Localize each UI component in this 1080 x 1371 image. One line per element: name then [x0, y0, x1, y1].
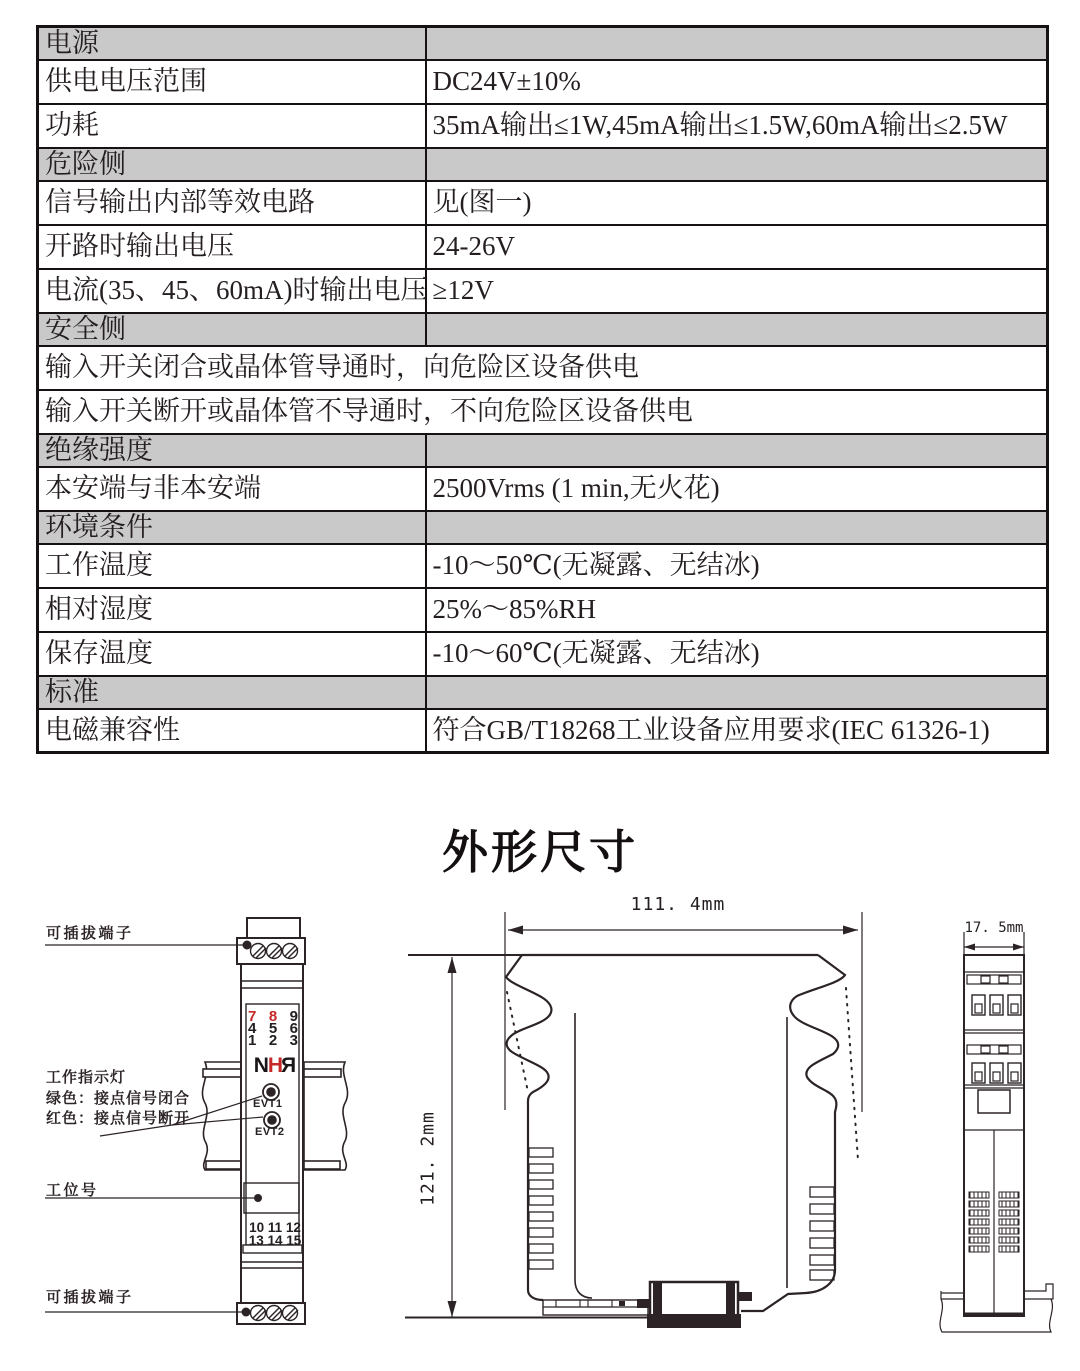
spec-key-cell: 本安端与非本安端: [38, 467, 426, 511]
terminal-digit-row: [248, 1032, 298, 1049]
spec-section-label: 危险侧: [38, 148, 426, 181]
terminal-number-row-bottom: 10 11 12: [249, 1220, 301, 1235]
spec-key-cell: 功耗: [38, 104, 426, 148]
spec-section-empty-cell: [426, 511, 1048, 544]
spec-row: [38, 434, 1048, 467]
label-top-terminal: 可插拔端子: [46, 925, 134, 942]
spec-row: [38, 104, 1048, 148]
spec-section-label: 安全侧: [38, 313, 426, 346]
spec-row: [38, 27, 1048, 60]
label-indicator-red: 红色：接点信号断开: [46, 1110, 191, 1127]
spec-row: [38, 511, 1048, 544]
spec-section-label: 标准: [38, 676, 426, 709]
spec-row: [38, 346, 1048, 390]
spec-value-cell: -10～50℃(无凝露、无结冰): [426, 544, 1048, 588]
spec-section-empty-cell: [426, 676, 1048, 709]
spec-value-cell: -10～60℃(无凝露、无结冰): [426, 632, 1048, 676]
terminal-digit: 7: [248, 1008, 257, 1025]
spec-section-empty-cell: [426, 313, 1048, 346]
terminal-number-row-bottom: 13 14 15: [248, 1233, 302, 1248]
width-dimension-label: 111. 4mm: [630, 894, 726, 915]
terminal-digit: 8: [268, 1008, 278, 1025]
spec-table: [36, 25, 1049, 754]
spec-key-cell: 开路时输出电压: [38, 225, 426, 269]
label-indicator-green: 绿色：接点信号闭合: [46, 1090, 191, 1107]
spec-row: [38, 709, 1048, 753]
terminal-digit: 4: [248, 1020, 257, 1037]
rear-view-drawing: [940, 932, 1053, 1332]
spec-key-cell: 保存温度: [38, 632, 426, 676]
spec-fullwidth-cell: 输入开关闭合或晶体管导通时，向危险区设备供电: [38, 346, 1048, 390]
spec-key-cell: 工作温度: [38, 544, 426, 588]
label-indicator-title: 工作指示灯: [46, 1069, 127, 1086]
spec-value-cell: 35mA输出≤1W,45mA输出≤1.5W,60mA输出≤2.5W: [426, 104, 1048, 148]
spec-row: [38, 390, 1048, 434]
label-bottom-terminal: 可插拔端子: [46, 1289, 134, 1306]
terminal-digit: 1: [248, 1032, 257, 1049]
spec-value-cell: DC24V±10%: [426, 60, 1048, 104]
page-title: 外形尺寸: [442, 826, 638, 878]
spec-row: [38, 148, 1048, 181]
side-view-drawing: [405, 912, 862, 1328]
spec-row: [38, 313, 1048, 346]
spec-key-cell: 供电电压范围: [38, 60, 426, 104]
led1-label: EVT1: [253, 1098, 283, 1110]
spec-section-label: 电源: [38, 27, 426, 60]
depth-dimension-label: 17. 5mm: [964, 920, 1024, 936]
spec-key-cell: 信号输出内部等效电路: [38, 181, 426, 225]
spec-row: [38, 181, 1048, 225]
spec-value-cell: 25%～85%RH: [426, 588, 1048, 632]
spec-value-cell: 24-26V: [426, 225, 1048, 269]
spec-section-label: 环境条件: [38, 511, 426, 544]
spec-value-cell: ≥12V: [426, 269, 1048, 313]
terminal-digit: 3: [289, 1032, 298, 1049]
label-station-number: 工位号: [46, 1182, 99, 1199]
spec-value-cell: 符合GB/T18268工业设备应用要求(IEC 61326-1): [426, 709, 1048, 753]
spec-row: [38, 632, 1048, 676]
brand-logo-letter: R: [282, 1054, 297, 1077]
spec-value-cell: 见(图一): [426, 181, 1048, 225]
spec-row: [38, 225, 1048, 269]
spec-section-empty-cell: [426, 148, 1048, 181]
dimension-drawings: [0, 880, 1080, 1371]
spec-row: [38, 60, 1048, 104]
brand-logo: [252, 1056, 298, 1076]
spec-fullwidth-cell: 输入开关断开或晶体管不导通时，不向危险区设备供电: [38, 390, 1048, 434]
terminal-digit: 5: [268, 1020, 278, 1037]
spec-section-empty-cell: [426, 434, 1048, 467]
spec-value-cell: 2500Vrms (1 min,无火花): [426, 467, 1048, 511]
spec-row: [38, 269, 1048, 313]
terminal-digit: 9: [289, 1008, 298, 1025]
terminal-digit: 2: [268, 1032, 278, 1049]
spec-section-empty-cell: [426, 27, 1048, 60]
spec-row: [38, 676, 1048, 709]
brand-logo-letter: H: [267, 1054, 283, 1077]
height-dimension-label: 121. 2mm: [417, 1111, 439, 1206]
led2-label: EVT2: [255, 1126, 285, 1138]
spec-section-label: 绝缘强度: [38, 434, 426, 467]
spec-row: [38, 544, 1048, 588]
spec-key-cell: 电流(35、45、60mA)时输出电压: [38, 269, 426, 313]
terminal-digit: 6: [289, 1020, 298, 1037]
brand-logo-letter: N: [253, 1054, 268, 1077]
spec-row: [38, 588, 1048, 632]
spec-key-cell: 电磁兼容性: [38, 709, 426, 753]
spec-key-cell: 相对湿度: [38, 588, 426, 632]
din-clip: [637, 1282, 752, 1328]
spec-row: [38, 467, 1048, 511]
